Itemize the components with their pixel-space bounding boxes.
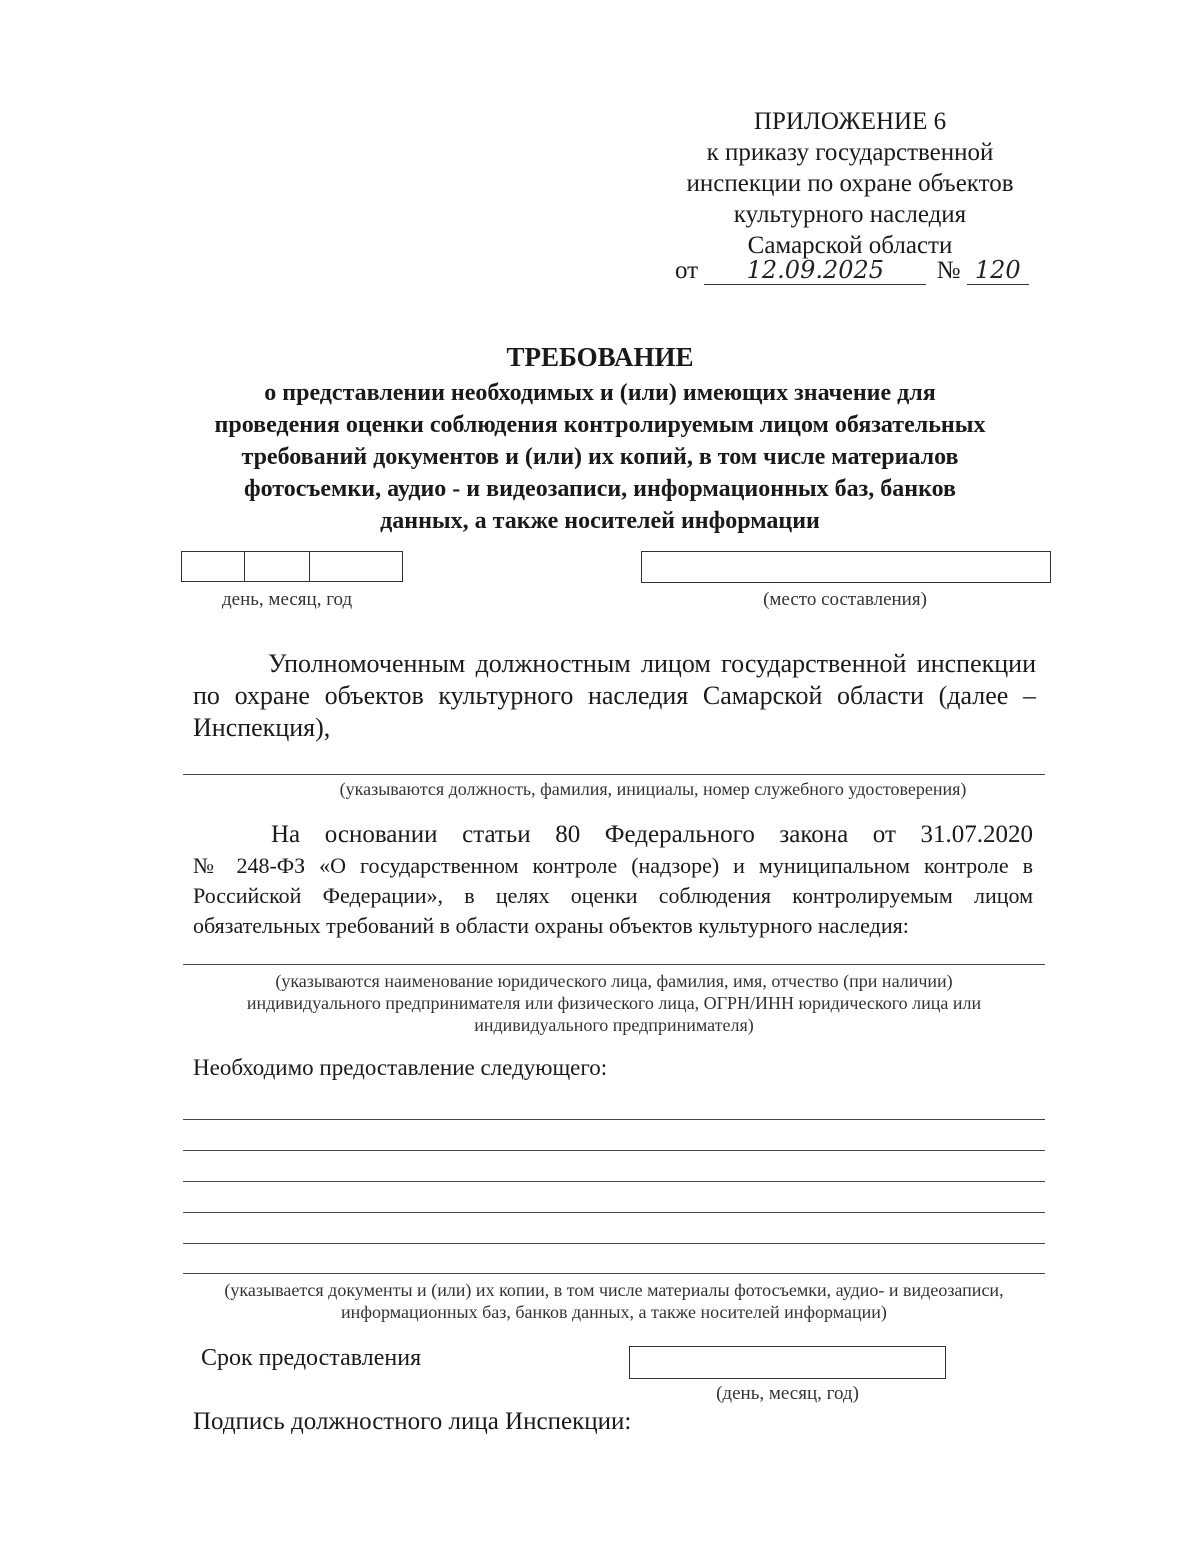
- official-input-line[interactable]: [183, 774, 1045, 775]
- appendix-date-row: [675, 256, 1045, 285]
- paragraph-line: Уполномоченным должностным лицом государственной инспекции: [268, 649, 1036, 678]
- appendix-block: [640, 106, 1060, 261]
- document-subtitle: [150, 377, 1050, 537]
- note-line: индивидуального предпринимателя): [474, 1015, 754, 1035]
- order-date-handwritten: 12.09.2025: [704, 256, 926, 285]
- date-boxes: [181, 551, 405, 582]
- appendix-line: к приказу государственной: [706, 139, 994, 166]
- required-label: Необходимо предоставление следующего:: [193, 1055, 608, 1080]
- required-input-line-6[interactable]: [183, 1273, 1045, 1274]
- paragraph-line: Инспекция),: [193, 713, 331, 742]
- paragraph-authorized-official: [193, 648, 1036, 744]
- year-box[interactable]: [310, 551, 403, 582]
- number-prefix: №: [936, 257, 961, 284]
- controlled-person-note: [183, 970, 1045, 1036]
- subtitle-line: о представлении необходимых и (или) имеющих значение для: [264, 380, 936, 406]
- day-box[interactable]: [181, 551, 245, 582]
- required-input-line-1[interactable]: [183, 1119, 1045, 1120]
- subtitle-line: данных, а также носителей информации: [380, 508, 820, 534]
- deadline-label: Срок предоставления: [201, 1345, 422, 1371]
- note-line: информационных баз, банков данных, а также носителей информации): [341, 1302, 887, 1322]
- paragraph-line: № 248-ФЗ «О государственном контроле (надзоре) и муниципальном контроле в: [193, 853, 1033, 878]
- place-box[interactable]: [641, 551, 1051, 583]
- deadline-caption: (день, месяц, год): [716, 1383, 859, 1404]
- official-note: (указываются должность, фамилия, инициалы, номер служебного удостоверения): [339, 779, 967, 799]
- signature-label: Подпись должностного лица Инспекции:: [193, 1408, 632, 1435]
- date-caption: день, месяц, год: [222, 589, 353, 610]
- paragraph-line: по охране объектов культурного наследия Самарской области (далее –: [193, 681, 1036, 710]
- subtitle-line: фотосъемки, аудио - и видеозаписи, информационных баз, банков: [244, 476, 956, 502]
- appendix-line: культурного наследия: [733, 201, 967, 228]
- paragraph-line: обязательных требований в области охраны объектов культурного наследия:: [193, 913, 909, 938]
- note-line: (указывается документы и (или) их копии, в том числе материалы фотосъемки, аудио- и видеозаписи,: [224, 1280, 1004, 1300]
- date-prefix: от: [675, 257, 699, 284]
- note-line: (указываются наименование юридического лица, фамилия, имя, отчество (при наличии): [275, 971, 953, 991]
- appendix-title: ПРИЛОЖЕНИЕ 6: [753, 108, 947, 135]
- required-input-line-2[interactable]: [183, 1150, 1045, 1151]
- required-note: [183, 1279, 1045, 1323]
- note-line: индивидуального предпринимателя или физического лица, ОГРН/ИНН юридического лица или: [246, 993, 982, 1013]
- appendix-line: Самарской области: [747, 232, 953, 259]
- paragraph-line: Российской Федерации», в целях оценки соблюдения контролируемым лицом: [193, 883, 1033, 908]
- paragraph-legal-basis: [193, 819, 1033, 941]
- required-input-line-3[interactable]: [183, 1181, 1045, 1182]
- paragraph-line: На основании статьи 80 Федерального закона от 31.07.2020: [271, 821, 1033, 848]
- controlled-person-input-line[interactable]: [183, 964, 1045, 965]
- month-box[interactable]: [245, 551, 310, 582]
- deadline-box[interactable]: [629, 1346, 946, 1379]
- subtitle-line: проведения оценки соблюдения контролируемым лицом обязательных: [214, 412, 986, 438]
- required-input-line-4[interactable]: [183, 1212, 1045, 1213]
- required-input-line-5[interactable]: [183, 1243, 1045, 1244]
- appendix-line: инспекции по охране объектов: [686, 170, 1014, 197]
- subtitle-line: требований документов и (или) их копий, в том числе материалов: [241, 444, 959, 470]
- order-number-handwritten: 120: [967, 256, 1029, 285]
- place-caption: (место составления): [763, 589, 927, 610]
- document-title: ТРЕБОВАНИЕ: [506, 342, 694, 372]
